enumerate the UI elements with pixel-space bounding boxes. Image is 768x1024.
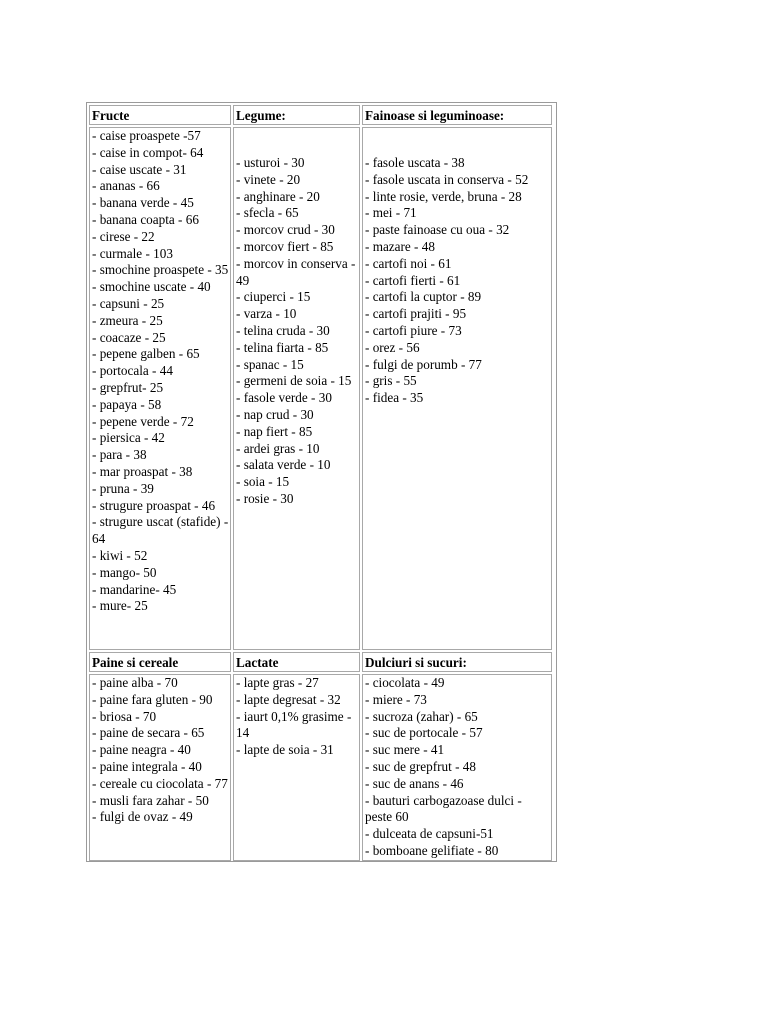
header-legume [233, 105, 360, 125]
fainoase-item: - fasole uscata - 38 [365, 155, 465, 170]
paine-item: - fulgi de ovaz - 49 [92, 809, 193, 825]
fructe-item: - caise uscate - 31 [92, 161, 187, 177]
dulciuri-item: - suc de portocale - 57 [365, 725, 483, 741]
fructe-item: - kiwi - 52 [92, 547, 148, 563]
fructe-item: - smochine uscate - 40 [92, 279, 211, 295]
legume-item: - spanac - 15 [236, 356, 304, 372]
header-dulciuri [362, 652, 552, 672]
fructe-item: - smochine proaspete - 35 [92, 262, 229, 278]
fainoase-item: - fidea - 35 [365, 390, 424, 406]
fructe-item: - ananas - 66 [92, 178, 160, 194]
dulciuri-item: - dulceata de capsuni-51 [365, 826, 494, 842]
paine-item: - musli fara zahar - 50 [92, 792, 209, 808]
fructe-item: - capsuni - 25 [92, 295, 165, 311]
paine-item: - paine alba - 70 [92, 675, 178, 690]
lactate-item: - lapte gras - 27 [236, 675, 319, 690]
fructe-item: - mango- 50 [92, 564, 157, 580]
fructe-item: - strugure proaspat - 46 [92, 497, 216, 513]
lactate-item: - iaurt 0,1% grasime - 14 [236, 708, 352, 741]
header-lactate [233, 652, 360, 672]
fructe-item: - grepfrut- 25 [92, 379, 164, 395]
paine-item: - briosa - 70 [92, 708, 157, 724]
body-row-1 [88, 126, 555, 651]
fructe-item: - banana verde - 45 [92, 195, 194, 211]
legume-item: - nap fiert - 85 [236, 423, 313, 439]
fainoase-item: - fulgi de porumb - 77 [365, 356, 482, 372]
fainoase-item: - cartofi fierti - 61 [365, 272, 461, 288]
header-fructe-label: Fructe [92, 108, 130, 123]
paine-list [89, 674, 231, 861]
fainoase-item: - paste fainoase cu oua - 32 [365, 222, 510, 238]
fructe-item: - caise proaspete -57 [92, 128, 201, 143]
body-row-2 [88, 673, 555, 860]
gi-table [86, 102, 557, 862]
legume-item: - soia - 15 [236, 474, 290, 490]
legume-item: - nap crud - 30 [236, 406, 314, 422]
dulciuri-item: - suc de anans - 46 [365, 775, 464, 791]
dulciuri-list [362, 674, 552, 861]
header-legume-label: Legume: [236, 108, 286, 123]
fructe-item: - para - 38 [92, 447, 147, 463]
legume-item: - morcov in conserva - 49 [236, 255, 356, 288]
legume-item: - varza - 10 [236, 306, 297, 322]
fructe-item: - banana coapta - 66 [92, 211, 199, 227]
legume-item: - fasole verde - 30 [236, 390, 332, 406]
lactate-item: - lapte degresat - 32 [236, 691, 341, 707]
dulciuri-item: - suc mere - 41 [365, 742, 445, 758]
fainoase-item: - orez - 56 [365, 339, 420, 355]
legume-item: - telina fiarta - 85 [236, 339, 329, 355]
fainoase-list [362, 127, 552, 650]
header-row-1 [88, 104, 555, 126]
fainoase-item: - cartofi la cuptor - 89 [365, 289, 482, 305]
legume-item: - salata verde - 10 [236, 457, 331, 473]
fructe-item: - pepene galben - 65 [92, 346, 200, 362]
legume-item: - ciuperci - 15 [236, 289, 311, 305]
fainoase-item: - cartofi piure - 73 [365, 322, 462, 338]
fainoase-item: - mei - 71 [365, 205, 417, 221]
legume-list [233, 127, 360, 650]
paine-item: - paine de secara - 65 [92, 725, 205, 741]
dulciuri-item: - miere - 73 [365, 691, 427, 707]
lactate-list [233, 674, 360, 861]
fainoase-item: - cartofi noi - 61 [365, 255, 452, 271]
header-fainoase-label: Fainoase si leguminoase: [365, 108, 505, 123]
legume-item: - morcov crud - 30 [236, 222, 335, 238]
fructe-item: - cirese - 22 [92, 228, 155, 244]
legume-item: - ardei gras - 10 [236, 440, 320, 456]
dulciuri-item: - sucroza (zahar) - 65 [365, 708, 478, 724]
dulciuri-item: - suc de grepfrut - 48 [365, 758, 476, 774]
fructe-item: - portocala - 44 [92, 363, 173, 379]
paine-item: - paine neagra - 40 [92, 742, 191, 758]
legume-item: - germeni de soia - 15 [236, 373, 352, 389]
header-lactate-label: Lactate [236, 655, 279, 670]
fainoase-item: - linte rosie, verde, bruna - 28 [365, 188, 522, 204]
fructe-item: - pepene verde - 72 [92, 413, 194, 429]
fructe-item: - piersica - 42 [92, 430, 165, 446]
fainoase-item: - cartofi prajiti - 95 [365, 306, 467, 322]
fructe-item: - mure- 25 [92, 598, 148, 614]
fructe-item: - coacaze - 25 [92, 329, 166, 345]
fainoase-item: - gris - 55 [365, 373, 417, 389]
legume-item: - vinete - 20 [236, 171, 301, 187]
header-paine [89, 652, 231, 672]
fructe-item: - pruna - 39 [92, 480, 154, 496]
legume-item: - sfecla - 65 [236, 205, 299, 221]
header-fructe [89, 105, 231, 125]
fructe-list [89, 127, 231, 650]
paine-item: - paine fara gluten - 90 [92, 691, 213, 707]
fructe-item: - strugure uscat (stafide) - 64 [92, 514, 229, 547]
dulciuri-item: - ciocolata - 49 [365, 675, 445, 690]
fainoase-item: - fasole uscata in conserva - 52 [365, 171, 529, 187]
fructe-item: - zmeura - 25 [92, 312, 163, 328]
header-dulciuri-label: Dulciuri si sucuri: [365, 655, 467, 670]
fructe-item: - mar proaspat - 38 [92, 463, 193, 479]
dulciuri-item: - bauturi carbogazoase dulci - peste 60 [365, 792, 522, 825]
lactate-item: - lapte de soia - 31 [236, 742, 334, 758]
legume-item: - anghinare - 20 [236, 188, 320, 204]
header-fainoase [362, 105, 552, 125]
paine-item: - cereale cu ciocolata - 77 [92, 775, 228, 791]
legume-item: - usturoi - 30 [236, 155, 305, 170]
fructe-item: - mandarine- 45 [92, 581, 177, 597]
header-paine-label: Paine si cereale [92, 655, 179, 670]
paine-item: - paine integrala - 40 [92, 758, 202, 774]
legume-item: - rosie - 30 [236, 490, 294, 506]
fructe-item: - caise in compot- 64 [92, 144, 204, 160]
fructe-item: - papaya - 58 [92, 396, 162, 412]
dulciuri-item: - bomboane gelifiate - 80 [365, 842, 499, 858]
fructe-item: - curmale - 103 [92, 245, 173, 261]
header-row-2 [88, 651, 555, 673]
legume-item: - telina cruda - 30 [236, 322, 330, 338]
fainoase-item: - mazare - 48 [365, 238, 435, 254]
legume-item: - morcov fiert - 85 [236, 238, 334, 254]
